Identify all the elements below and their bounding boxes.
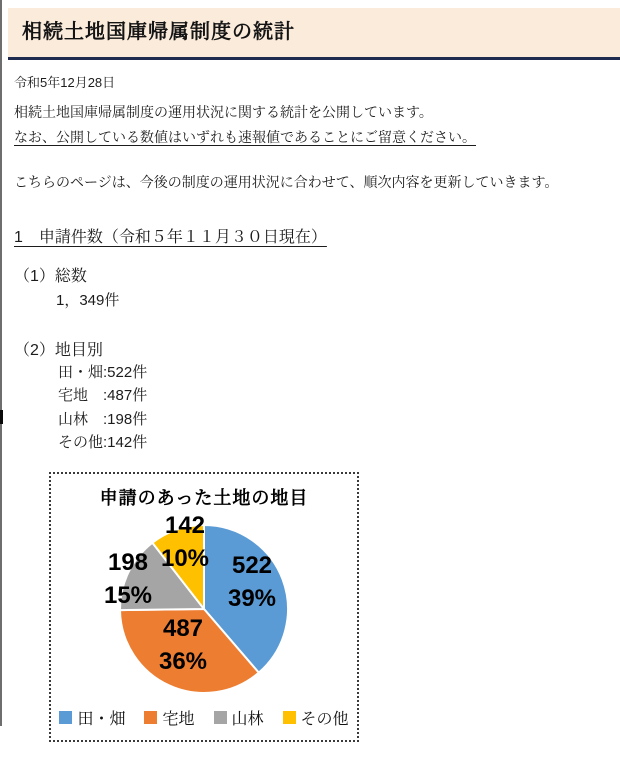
legend-item-sanrin: [214, 706, 264, 729]
chart-title: 申請のあった土地の地目: [99, 488, 309, 508]
chart-legend: [51, 706, 357, 729]
by-type-list: [58, 361, 147, 455]
legend-swatch-takuchi: [144, 711, 157, 724]
legend-item-takuchi: [144, 706, 194, 729]
page-title: 相続土地国庫帰属制度の統計: [22, 21, 295, 43]
slice-value: 198: [107, 549, 149, 576]
legend-item-sonota: [283, 706, 349, 729]
slice-percent: 36%: [158, 648, 208, 675]
legend-label: 山林: [231, 711, 264, 728]
slice-percent: 15%: [103, 582, 153, 609]
update-note: こちらのページは、今後の制度の運用状況に合わせて、順次内容を更新していきます。: [14, 174, 559, 190]
list-item-tahata: 田・畑:522件: [58, 364, 148, 381]
pie-chart-box: [49, 472, 359, 742]
page-header: [8, 8, 620, 60]
slice-value: 487: [162, 615, 204, 642]
by-type-label: （2）地目別: [14, 342, 103, 359]
window-left-handle: [0, 410, 3, 424]
legend-label: その他: [300, 711, 349, 728]
slice-percent: 10%: [160, 545, 210, 572]
slice-value: 142: [164, 512, 206, 539]
total-count-label: （1）総数: [14, 268, 87, 285]
list-item-sanrin: 山林 :198件: [58, 410, 148, 428]
window-left-border: [0, 0, 2, 726]
publish-date: 令和5年12月28日: [14, 75, 116, 90]
intro-line-2-note: なお、公開している数値はいずれも速報値であることにご留意ください。: [14, 129, 476, 145]
intro-line-1: 相続土地国庫帰属制度の運用状況に関する統計を公開しています。: [14, 104, 433, 120]
legend-swatch-sanrin: [214, 711, 227, 724]
slice-percent: 39%: [227, 585, 277, 612]
slice-value: 522: [231, 552, 273, 579]
legend-item-tahata: [59, 706, 125, 729]
legend-swatch-tahata: [59, 711, 72, 724]
legend-label: 宅地: [162, 711, 195, 728]
legend-swatch-sonota: [283, 711, 296, 724]
legend-label: 田・畑: [77, 711, 126, 728]
list-item-sonota: その他:142件: [58, 434, 148, 452]
slice-label-takuchi: [123, 612, 243, 678]
section1-heading: 1 申請件数（令和５年１１月３０日現在）: [14, 229, 327, 246]
list-item-takuchi: 宅地 :487件: [58, 387, 148, 405]
slice-label-sonota: [125, 509, 245, 575]
intro-paragraph: [14, 100, 476, 150]
total-count-value: 1，349件: [56, 292, 120, 309]
